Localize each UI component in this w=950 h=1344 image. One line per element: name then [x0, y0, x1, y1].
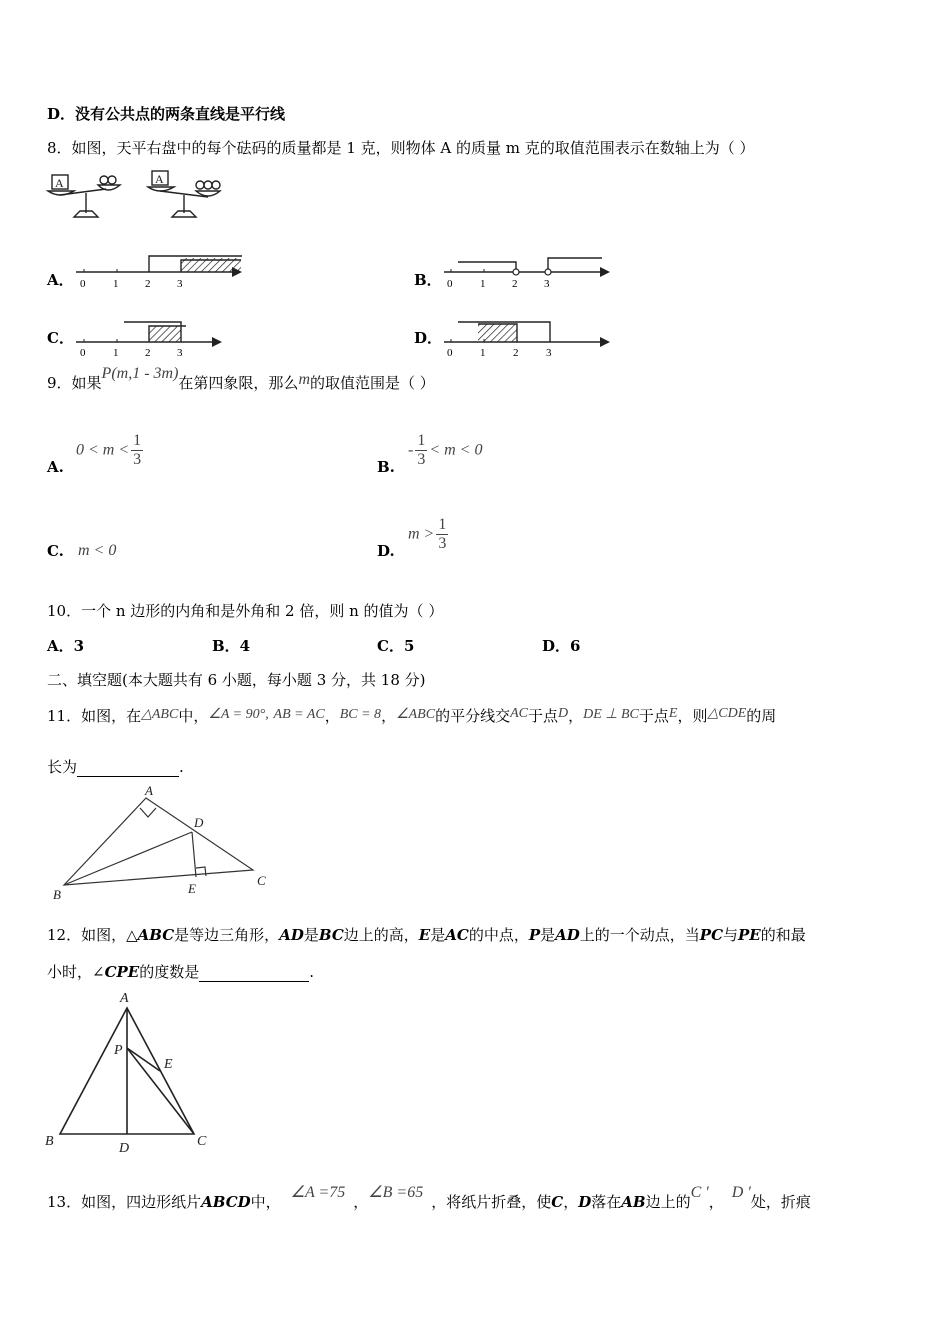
q11-m10: △CDE	[707, 706, 747, 721]
q9-d-left: m >	[408, 525, 435, 543]
q11-t10: 的周	[746, 707, 777, 725]
q9-b-num: 1	[415, 432, 427, 451]
q12-label-e: E	[164, 1057, 173, 1072]
q8-option-a-label[interactable]: A．	[47, 271, 74, 289]
q11-t4: ，	[381, 707, 397, 725]
q9-a-left: 0 < m <	[76, 441, 130, 459]
q9-point: P(m,1 - 3m)	[101, 365, 179, 382]
right-angle-mark-a	[140, 808, 156, 817]
q8-option-a-numberline[interactable]	[74, 250, 249, 292]
svg-text:1: 1	[480, 347, 486, 359]
q13-ab: AB	[621, 1193, 646, 1211]
q12-label-p: P	[114, 1043, 123, 1058]
q13-c: C	[551, 1193, 564, 1211]
q12-t3: 是	[303, 926, 319, 944]
q9-option-d-label[interactable]: D.	[377, 542, 395, 560]
q8-option-b-label[interactable]: B．	[414, 271, 442, 289]
q9-option-a-math[interactable]	[76, 432, 145, 470]
q11-t6: 于点	[527, 707, 558, 725]
q9-option-b-math[interactable]	[408, 432, 482, 470]
q11-triangle-figure	[48, 782, 278, 902]
svg-text:0: 0	[447, 347, 453, 359]
q12-e: E	[418, 926, 431, 944]
svg-text:3: 3	[544, 278, 550, 290]
q12-pe: PE	[738, 926, 761, 944]
q9-d-num: 1	[436, 516, 448, 535]
q12-answer-blank[interactable]	[199, 967, 309, 982]
q11-answer-blank[interactable]	[77, 762, 179, 777]
triangle-abc	[64, 798, 253, 885]
q11-m9: E	[668, 706, 678, 721]
q11-m3: AB = AC	[273, 707, 325, 722]
svg-text:0: 0	[447, 278, 453, 290]
q12-ad: AD	[279, 926, 304, 944]
q12-stem-line2	[47, 961, 314, 982]
balance-scale-left	[48, 175, 120, 217]
q12-label-d: D	[119, 1141, 130, 1156]
q9-b-den: 3	[417, 451, 426, 469]
q12-abc: ABC	[137, 926, 175, 944]
q10-option-d[interactable]: D．6	[542, 637, 581, 655]
q8-option-d-numberline[interactable]	[442, 312, 617, 360]
q12-t11: 小时，∠	[47, 963, 105, 981]
q11-m6: AC	[510, 706, 528, 721]
balance-scales-figure	[44, 165, 224, 225]
q11-t3: ，	[324, 707, 340, 725]
q9-stem	[47, 365, 435, 393]
q11-label-b: B	[53, 887, 61, 902]
object-a-label-right: A	[155, 172, 164, 186]
q13-t1: 13．如图，四边形纸片	[47, 1193, 202, 1211]
object-a-label-left: A	[55, 176, 64, 190]
q11-t1: 11．如图，在	[47, 707, 142, 725]
q13-t8: ，	[708, 1193, 724, 1211]
q8-option-b-numberline[interactable]	[442, 250, 617, 292]
q11-label-e: E	[188, 881, 196, 896]
svg-text:3: 3	[177, 347, 183, 359]
q11-end: .	[179, 758, 184, 776]
q9-d-den: 3	[438, 535, 447, 553]
q12-t4: 边上的高，	[343, 926, 419, 944]
q10-option-b[interactable]: B．4	[212, 637, 251, 655]
q12-bc: BC	[318, 926, 344, 944]
q11-t7: ，	[568, 707, 584, 725]
q12-ac: AC	[445, 926, 469, 944]
segment-pc	[127, 1048, 194, 1134]
q11-m2: ∠A = 90°,	[208, 707, 269, 722]
q8-option-d-label[interactable]: D．	[414, 329, 443, 347]
q9-option-d-math[interactable]	[408, 516, 450, 554]
q11-m8: DE ⊥ BC	[583, 707, 639, 722]
svg-text:0: 0	[80, 347, 86, 359]
q12-t9: 与	[723, 926, 739, 944]
q8-option-c-label[interactable]: C．	[47, 329, 74, 347]
q9-option-a-label[interactable]: A.	[47, 458, 64, 476]
segment-bd	[64, 832, 192, 885]
q12-label-a: A	[120, 991, 129, 1006]
q13-d: D	[578, 1193, 592, 1211]
q9-var: m	[298, 371, 310, 388]
svg-text:2: 2	[512, 278, 518, 290]
q12-label-b: B	[45, 1134, 54, 1149]
segment-de	[192, 832, 196, 877]
q12-end: .	[309, 963, 315, 981]
q10-option-a[interactable]: A．3	[47, 637, 85, 655]
q11-t9: ，则	[677, 707, 708, 725]
q12-ad2: AD	[555, 926, 580, 944]
q12-triangle-figure	[40, 986, 220, 1158]
q13-t5: ，	[563, 1193, 579, 1211]
balance-scale-right	[148, 171, 220, 217]
q13-angle-a: ∠A =75	[290, 1184, 346, 1201]
q11-m5: ∠ABC	[396, 707, 436, 722]
svg-text:2: 2	[145, 278, 151, 290]
q12-t10: 的和最	[760, 926, 806, 944]
q11-line2: 长为	[47, 758, 78, 776]
svg-text:1: 1	[480, 278, 486, 290]
q11-m1: △ABC	[141, 707, 179, 722]
q11-label-a: A	[145, 783, 153, 798]
q11-t2: 中，	[178, 707, 209, 725]
q9-option-b-label[interactable]: B.	[377, 458, 395, 476]
q13-t7: 边上的	[645, 1193, 691, 1211]
q11-t5: 的平分线交	[435, 707, 511, 725]
q9-option-c-math[interactable]: m < 0	[78, 542, 117, 559]
q12-cpe: CPE	[104, 963, 140, 981]
q12-t8: 上的一个动点，当	[579, 926, 700, 944]
q12-stem-line1	[47, 924, 806, 945]
svg-text:0: 0	[80, 278, 86, 290]
q12-p: P	[528, 926, 541, 944]
q11-m7: D	[558, 706, 569, 721]
svg-text:2: 2	[513, 347, 519, 359]
q9-mid: 在第四象限，那么	[178, 374, 299, 392]
svg-text:3: 3	[177, 278, 183, 290]
q12-label-c: C	[197, 1134, 207, 1149]
q11-m4: BC = 8	[339, 707, 382, 722]
q13-angle-b: ∠B =65	[368, 1184, 424, 1201]
q9-suffix: 的取值范围是（ ）	[310, 374, 435, 392]
q11-stem-line1	[47, 705, 776, 726]
q12-pc: PC	[699, 926, 724, 944]
q11-t8: 于点	[638, 707, 669, 725]
q12-t1: 12．如图，△	[47, 926, 138, 944]
q12-t6: 的中点，	[468, 926, 529, 944]
q13-t2: 中，	[250, 1193, 281, 1211]
q13-c-prime: C ′	[690, 1184, 709, 1201]
q12-t12: 的度数是	[139, 963, 200, 981]
svg-text:1: 1	[113, 278, 119, 290]
q9-prefix: 9．如果	[47, 374, 102, 392]
section-2-heading: 二、填空题(本大题共有 6 小题，每小题 3 分，共 18 分)	[47, 671, 426, 689]
q7-option-d: D．没有公共点的两条直线是平行线	[47, 105, 286, 123]
q13-stem	[47, 1184, 811, 1212]
q11-stem-line2	[47, 756, 184, 777]
q8-option-c-numberline[interactable]	[74, 316, 249, 360]
q12-t2: 是等边三角形，	[174, 926, 280, 944]
q8-stem: 8．如图，天平右盘中的每个砝码的质量都是 1 克，则物体 A 的质量 m 克的取值范围表示在数轴上为（ ）	[47, 139, 755, 157]
q12-t5: 是	[430, 926, 446, 944]
q9-a-den: 3	[133, 451, 142, 469]
svg-text:2: 2	[145, 347, 151, 359]
q13-t9: 处，折痕	[750, 1193, 811, 1211]
q13-d-prime: D ′	[731, 1184, 751, 1201]
q9-option-c-label[interactable]: C.	[47, 542, 64, 560]
q9-b-right: < m < 0	[429, 441, 483, 459]
q10-option-c[interactable]: C．5	[377, 637, 415, 655]
svg-text:3: 3	[546, 347, 552, 359]
q11-label-c: C	[257, 873, 266, 888]
q9-a-num: 1	[131, 432, 143, 451]
svg-text:1: 1	[113, 347, 119, 359]
q9-b-left: -	[408, 441, 414, 459]
q13-abcd: ABCD	[201, 1193, 251, 1211]
q12-t7: 是	[540, 926, 556, 944]
q10-stem: 10．一个 n 边形的内角和是外角和 2 倍，则 n 的值为（ ）	[47, 602, 444, 620]
q11-label-d: D	[194, 815, 204, 830]
q13-t6: 落在	[591, 1193, 622, 1211]
q13-t3: ，	[353, 1193, 369, 1211]
q13-t4: ，将纸片折叠，使	[431, 1193, 552, 1211]
